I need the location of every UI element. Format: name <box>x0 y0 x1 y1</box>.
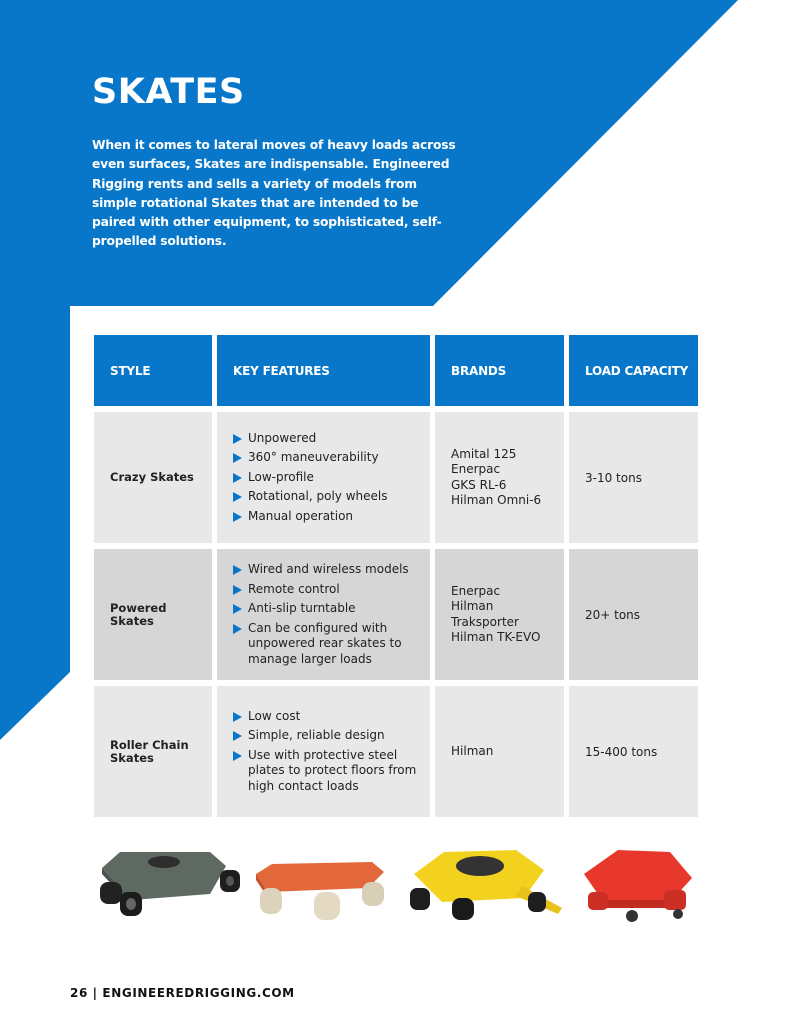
capacity-cell: 3-10 tons <box>569 412 698 543</box>
bullet-arrow-icon <box>233 473 242 483</box>
feature-item: Use with protective steel plates to protect floors from high contact loads <box>233 748 420 795</box>
bullet-arrow-icon <box>233 751 242 761</box>
bullet-arrow-icon <box>233 512 242 522</box>
style-cell: Powered Skates <box>94 549 212 680</box>
bullet-arrow-icon <box>233 492 242 502</box>
header-style: STYLE <box>94 335 212 406</box>
bullet-arrow-icon <box>233 731 242 741</box>
brand-item: Amital 125 <box>451 446 517 461</box>
brand-item: Hilman <box>451 743 494 758</box>
brand-item: Traksporter <box>451 614 519 629</box>
feature-item: Simple, reliable design <box>233 728 420 744</box>
features-cell <box>217 412 430 543</box>
skates-table <box>89 329 703 823</box>
feature-item: 360° maneuverability <box>233 450 420 466</box>
brand-item: Hilman TK-EVO <box>451 630 541 644</box>
feature-item: Rotational, poly wheels <box>233 489 420 505</box>
brands-cell <box>435 686 564 817</box>
brands-cell <box>435 412 564 543</box>
feature-item: Unpowered <box>233 431 420 447</box>
bullet-arrow-icon <box>233 624 242 634</box>
feature-item: Wired and wireless models <box>233 562 420 578</box>
bullet-arrow-icon <box>233 604 242 614</box>
header-load-capacity: LOAD CAPACITY <box>569 335 698 406</box>
feature-item: Anti-slip turntable <box>233 601 420 617</box>
page-title: SKATES <box>92 72 245 112</box>
yellow-powered-skate-icon <box>410 850 562 920</box>
bullet-arrow-icon <box>233 565 242 575</box>
gray-crazy-skate-icon <box>100 852 240 916</box>
feature-item: Low cost <box>233 709 420 725</box>
header-brands: BRANDS <box>435 335 564 406</box>
table-row-powered-skates <box>94 549 698 680</box>
feature-item: Manual operation <box>233 509 420 525</box>
brand-item: GKS RL-6 <box>451 477 507 492</box>
bullet-arrow-icon <box>233 585 242 595</box>
capacity-cell: 15-400 tons <box>569 686 698 817</box>
header-key-features: KEY FEATURES <box>217 335 430 406</box>
capacity-cell: 20+ tons <box>569 549 698 680</box>
style-cell: Crazy Skates <box>94 412 212 543</box>
product-photos <box>92 838 704 943</box>
feature-item: Can be configured with unpowered rear skates to manage larger loads <box>233 621 420 668</box>
brand-item: Hilman <box>451 599 494 613</box>
brand-item: Enerpac <box>451 462 501 476</box>
intro-paragraph: When it comes to lateral moves of heavy loads across even surfaces, Skates are indispensable. Engineered Rigging rents and sells a variety of models from simple rotational Skates that are intended to be paired with other equipment, to sophisticated, self-propelled solutions. <box>92 138 456 249</box>
brands-cell <box>435 549 564 680</box>
features-cell <box>217 686 430 817</box>
table-row-crazy-skates <box>94 412 698 543</box>
feature-item: Remote control <box>233 582 420 598</box>
table-header-row <box>94 335 698 406</box>
red-roller-skate-icon <box>584 850 692 922</box>
page-footer: 26 | ENGINEEREDRIGGING.COM <box>70 986 295 1000</box>
brand-item: Hilman Omni-6 <box>451 493 542 507</box>
bullet-arrow-icon <box>233 712 242 722</box>
bullet-arrow-icon <box>233 434 242 444</box>
style-cell: Roller Chain Skates <box>94 686 212 817</box>
features-cell <box>217 549 430 680</box>
brand-item: Enerpac <box>451 583 501 598</box>
table-row-roller-chain-skates <box>94 686 698 817</box>
feature-item: Low-profile <box>233 470 420 486</box>
orange-roller-skate-icon <box>256 862 384 920</box>
bullet-arrow-icon <box>233 453 242 463</box>
